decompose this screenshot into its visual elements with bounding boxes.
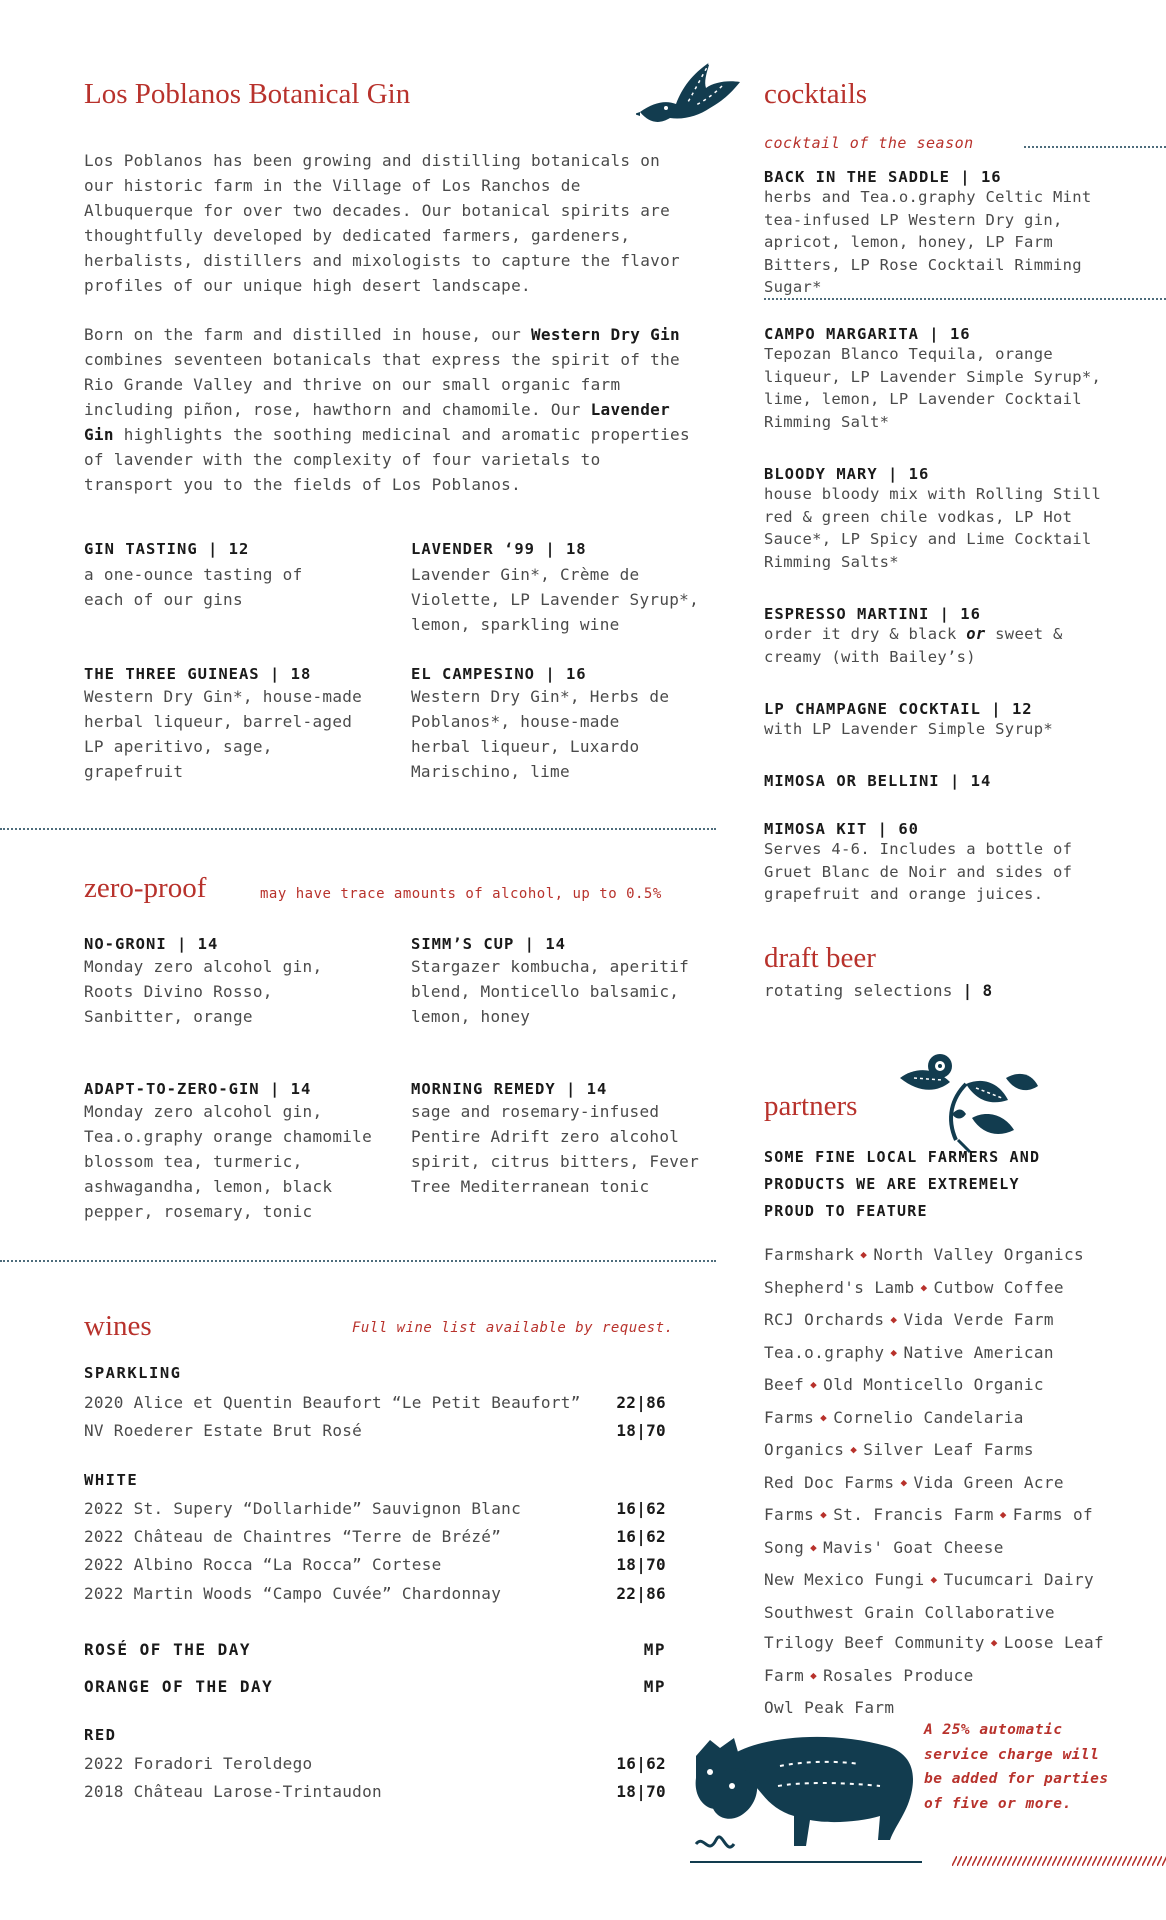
partners-list: [764, 1240, 1124, 1724]
diamond-icon: ◆: [810, 1668, 818, 1682]
wine-price: 22|86: [616, 1393, 666, 1412]
wine-price: 18|70: [616, 1782, 666, 1801]
gin-title: Los Poblanos Botanical Gin: [84, 78, 411, 110]
partner: Vida Verde Farm: [903, 1310, 1054, 1329]
menu-item: [411, 665, 671, 784]
wine-row: [84, 1499, 666, 1518]
item-name: LAVENDER ‘99 | 18: [411, 540, 587, 558]
beer-price: | 8: [962, 981, 993, 1000]
gin-paragraph-1: Los Poblanos has been growing and distilling botanicals on our historic farm in the Village of Los Ranchos de Albuquerque for over two decades. Our botanical spirits are thoughtfully developed by dedicated farmers, gardeners, herbalists, distillers and mixologists to capture the flavor profiles of our unique high desert landscape.: [84, 151, 680, 295]
partner: Red Doc Farms: [764, 1472, 895, 1492]
partners-intro: SOME FINE LOCAL FARMERS AND PRODUCTS WE ARE EXTREMELY PROUD TO FEATURE: [764, 1148, 1041, 1220]
item-desc: Monday zero alcohol gin, Roots Divino Rosso, Sanbitter, orange: [84, 957, 323, 1026]
diamond-icon: ◆: [999, 1508, 1007, 1521]
wine-name: ROSÉ OF THE DAY: [84, 1640, 251, 1659]
gin-p2-western: Western Dry Gin: [530, 325, 680, 344]
partners-line: [764, 1598, 1124, 1629]
desc-text-a: order it dry & black: [764, 625, 967, 643]
desc-text-b: sweet & creamy (with Bailey’s): [764, 625, 1063, 666]
menu-item: [84, 1080, 384, 1224]
partner: Mavis' Goat Cheese: [823, 1537, 1004, 1557]
partner: Farms of Song: [764, 1505, 1094, 1557]
divider: [764, 298, 1166, 300]
wine-name: 2020 Alice et Quentin Beaufort “Le Petit Beaufort”: [84, 1393, 581, 1412]
divider: [1024, 146, 1166, 148]
item-desc: Monday zero alcohol gin, Tea.o.graphy orange chamomile blossom tea, turmeric, ashwagandha, lemon, black pepper, rosemary, tonic: [84, 1102, 373, 1221]
diamond-icon: ◆: [930, 1573, 938, 1586]
wine-row: [84, 1782, 666, 1801]
item-name: THE THREE GUINEAS | 18: [84, 665, 312, 683]
gin-paragraph-2: [84, 322, 694, 497]
wine-row: [84, 1555, 666, 1574]
partners-title: partners: [764, 1090, 858, 1122]
item-desc: with LP Lavender Simple Syrup*: [764, 720, 1053, 738]
menu-item: [411, 1080, 721, 1199]
partner: Vida Green Acre Farms: [764, 1472, 1064, 1524]
item-desc: sage and rosemary-infused Pentire Adrift zero alcohol spirit, citrus bitters, Fever Tree Mediterranean tonic: [411, 1102, 700, 1196]
menu-item: [764, 772, 1124, 790]
item-desc: Serves 4-6. Includes a bottle of Gruet Blanc de Noir and sides of grapefruit and orange juices.: [764, 840, 1073, 903]
menu-item: [764, 820, 1124, 906]
wine-row: [84, 1754, 666, 1773]
divider: [0, 828, 716, 830]
draft-beer-desc: [764, 978, 992, 1003]
item-desc: Western Dry Gin*, Herbs de Poblanos*, house-made herbal liqueur, Luxardo Marischino, lime: [411, 687, 670, 781]
partners-line: [764, 1240, 1124, 1273]
hatch-divider: [952, 1856, 1166, 1866]
menu-item: [764, 465, 1124, 573]
diamond-icon: ◆: [990, 1636, 998, 1649]
wine-name: 2022 Albino Rocca “La Rocca” Cortese: [84, 1555, 442, 1574]
menu-item: [84, 935, 364, 1029]
partner: Silver Leaf Farms: [863, 1440, 1034, 1459]
partners-line: [764, 1628, 1124, 1693]
partner: Shepherd's Lamb: [764, 1277, 915, 1297]
partners-line: [764, 1273, 1124, 1306]
wine-name: 2022 Foradori Teroldego: [84, 1754, 313, 1773]
diamond-icon: ◆: [810, 1378, 818, 1391]
partner: Cutbow Coffee: [933, 1277, 1064, 1297]
wine-row-orange: [84, 1677, 666, 1696]
wine-price: 16|62: [616, 1754, 666, 1773]
wine-price: 18|70: [616, 1555, 666, 1574]
item-name: EL CAMPESINO | 16: [411, 665, 587, 683]
item-desc: Lavender Gin*, Crème de Violette, LP Lavender Syrup*, lemon, sparkling wine: [411, 565, 700, 634]
menu-item: [764, 325, 1124, 433]
wine-name: ORANGE OF THE DAY: [84, 1677, 274, 1696]
item-name: CAMPO MARGARITA | 16: [764, 325, 971, 343]
item-desc: herbs and Tea.o.graphy Celtic Mint tea-infused LP Western Dry gin, apricot, lemon, honey, LP Farm Bitters, LP Rose Cocktail Rimming Sugar*: [764, 188, 1092, 296]
menu-item: [764, 605, 1124, 668]
item-desc: Western Dry Gin*, house-made herbal liqueur, barrel-aged LP aperitivo, sage, grapefruit: [84, 687, 363, 781]
item-name: SIMM’S CUP | 14: [411, 935, 566, 953]
partner: Loose Leaf Farm: [764, 1633, 1105, 1685]
item-name: MIMOSA KIT | 60: [764, 820, 919, 838]
wine-row: [84, 1421, 666, 1440]
wine-row: [84, 1527, 666, 1546]
wine-name: 2022 Martin Woods “Campo Cuvée” Chardonnay: [84, 1584, 502, 1603]
wine-price: MP: [643, 1640, 666, 1659]
wine-name: 2018 Château Larose-Trintaudon: [84, 1782, 382, 1801]
item-name: LP CHAMPAGNE COCKTAIL | 12: [764, 700, 1033, 718]
diamond-icon: ◆: [850, 1443, 858, 1456]
wine-name: NV Roederer Estate Brut Rosé: [84, 1421, 363, 1440]
item-desc: Stargazer kombucha, aperitif blend, Monticello balsamic, lemon, honey: [411, 957, 690, 1026]
item-name: MORNING REMEDY | 14: [411, 1080, 608, 1098]
partner: Old Monticello Organic Farms: [764, 1375, 1044, 1427]
diamond-icon: ◆: [890, 1313, 898, 1326]
partner: Farmshark: [764, 1245, 855, 1264]
item-desc: house bloody mix with Rolling Still red & green chile vodkas, LP Hot Sauce*, LP Spicy and Lime Cocktail Rimming Salts*: [764, 485, 1102, 571]
partner: RCJ Orchards: [764, 1310, 885, 1329]
wine-price: 16|62: [616, 1499, 666, 1518]
menu-item: [84, 540, 344, 612]
partner: Trilogy Beef Community: [764, 1633, 985, 1652]
diamond-icon: ◆: [920, 1280, 928, 1294]
wine-section-white: WHITE: [84, 1471, 139, 1489]
partners-line: [764, 1468, 1124, 1566]
divider: [0, 1260, 716, 1262]
item-name: ESPRESSO MARTINI | 16: [764, 605, 981, 623]
item-name: ADAPT-TO-ZERO-GIN | 14: [84, 1080, 312, 1098]
diamond-icon: ◆: [890, 1345, 898, 1359]
partner: Southwest Grain Collaborative: [764, 1602, 1055, 1622]
partner: Native American Beef: [764, 1342, 1054, 1394]
zero-proof-note: may have trace amounts of alcohol, up to 0.5%: [260, 886, 662, 902]
wine-row: [84, 1584, 666, 1603]
bird-icon: [636, 52, 742, 132]
service-charge-note: A 25% automatic service charge will be added for parties of five or more.: [924, 1722, 1109, 1812]
wine-section-sparkling: SPARKLING: [84, 1364, 182, 1382]
menu-item: [411, 935, 701, 1029]
item-desc: [764, 623, 1124, 668]
partner: Tucumcari Dairy: [943, 1570, 1095, 1589]
menu-item: [84, 665, 364, 784]
wine-name: 2022 Château de Chaintres “Terre de Brézé”: [84, 1527, 502, 1546]
diamond-icon: ◆: [820, 1508, 828, 1521]
goats-icon: [690, 1716, 922, 1866]
diamond-icon: ◆: [820, 1410, 828, 1424]
wine-price: 18|70: [616, 1421, 666, 1440]
wine-price: 16|62: [616, 1527, 666, 1546]
partner: St. Francis Farm: [833, 1505, 994, 1524]
partners-line: [764, 1338, 1124, 1468]
item-desc: a one-ounce tasting of each of our gins: [84, 565, 303, 609]
partner: Rosales Produce: [823, 1665, 974, 1685]
gin-p2-text-e: highlights the soothing medicinal and aromatic properties of lavender with the complexity of four varietals to transport you to the fields of Los Poblanos.: [84, 425, 690, 494]
diamond-icon: ◆: [900, 1475, 908, 1489]
partners-line: [764, 1565, 1124, 1598]
wine-section-red: RED: [84, 1726, 117, 1744]
desc-or: or: [966, 625, 986, 643]
wine-row-rose: [84, 1640, 666, 1659]
cocktails-title: cocktails: [764, 78, 868, 110]
season-label: cocktail of the season: [764, 134, 974, 152]
partners-line: [764, 1305, 1124, 1338]
gin-p2-text-c: combines seventeen botanicals that express the spirit of the Rio Grande Valley and thrive on our small organic farm including piñon, rose, hawthorn and chamomile. Our: [84, 350, 680, 419]
diamond-icon: ◆: [860, 1248, 868, 1261]
partner: New Mexico Fungi: [764, 1570, 925, 1589]
item-name: GIN TASTING | 12: [84, 540, 250, 558]
item-name: MIMOSA OR BELLINI | 14: [764, 772, 992, 790]
menu-item: [411, 540, 711, 637]
item-desc: Tepozan Blanco Tequila, orange liqueur, LP Lavender Simple Syrup*, lime, lemon, LP Lavender Cocktail Rimming Salt*: [764, 345, 1102, 431]
partner: Cornelio Candelaria Organics: [764, 1407, 1024, 1459]
draft-beer-title: draft beer: [764, 942, 876, 974]
gin-p2-text-a: Born on the farm and distilled in house, our: [84, 325, 531, 344]
menu-item: [764, 700, 1124, 741]
wine-price: 22|86: [616, 1584, 666, 1603]
beer-desc: rotating selections: [764, 981, 953, 1000]
item-name: BACK IN THE SADDLE | 16: [764, 168, 1002, 186]
wine-row: [84, 1393, 666, 1412]
wine-name: 2022 St. Supery “Dollarhide” Sauvignon Blanc: [84, 1499, 522, 1518]
partner: Owl Peak Farm: [764, 1698, 895, 1717]
gin-p2-lavender: Lavender Gin: [84, 400, 671, 444]
wines-note: Full wine list available by request.: [352, 1320, 674, 1336]
zero-proof-title: zero-proof: [84, 872, 207, 904]
wines-title: wines: [84, 1310, 152, 1342]
menu-item-season: [764, 168, 1134, 299]
partner: North Valley Organics: [873, 1245, 1085, 1264]
item-name: BLOODY MARY | 16: [764, 465, 930, 483]
item-name: NO-GRONI | 14: [84, 935, 219, 953]
wine-price: MP: [643, 1677, 666, 1696]
flower-icon: [896, 1048, 1040, 1156]
partner: Tea.o.graphy: [764, 1342, 885, 1362]
diamond-icon: ◆: [810, 1540, 818, 1554]
